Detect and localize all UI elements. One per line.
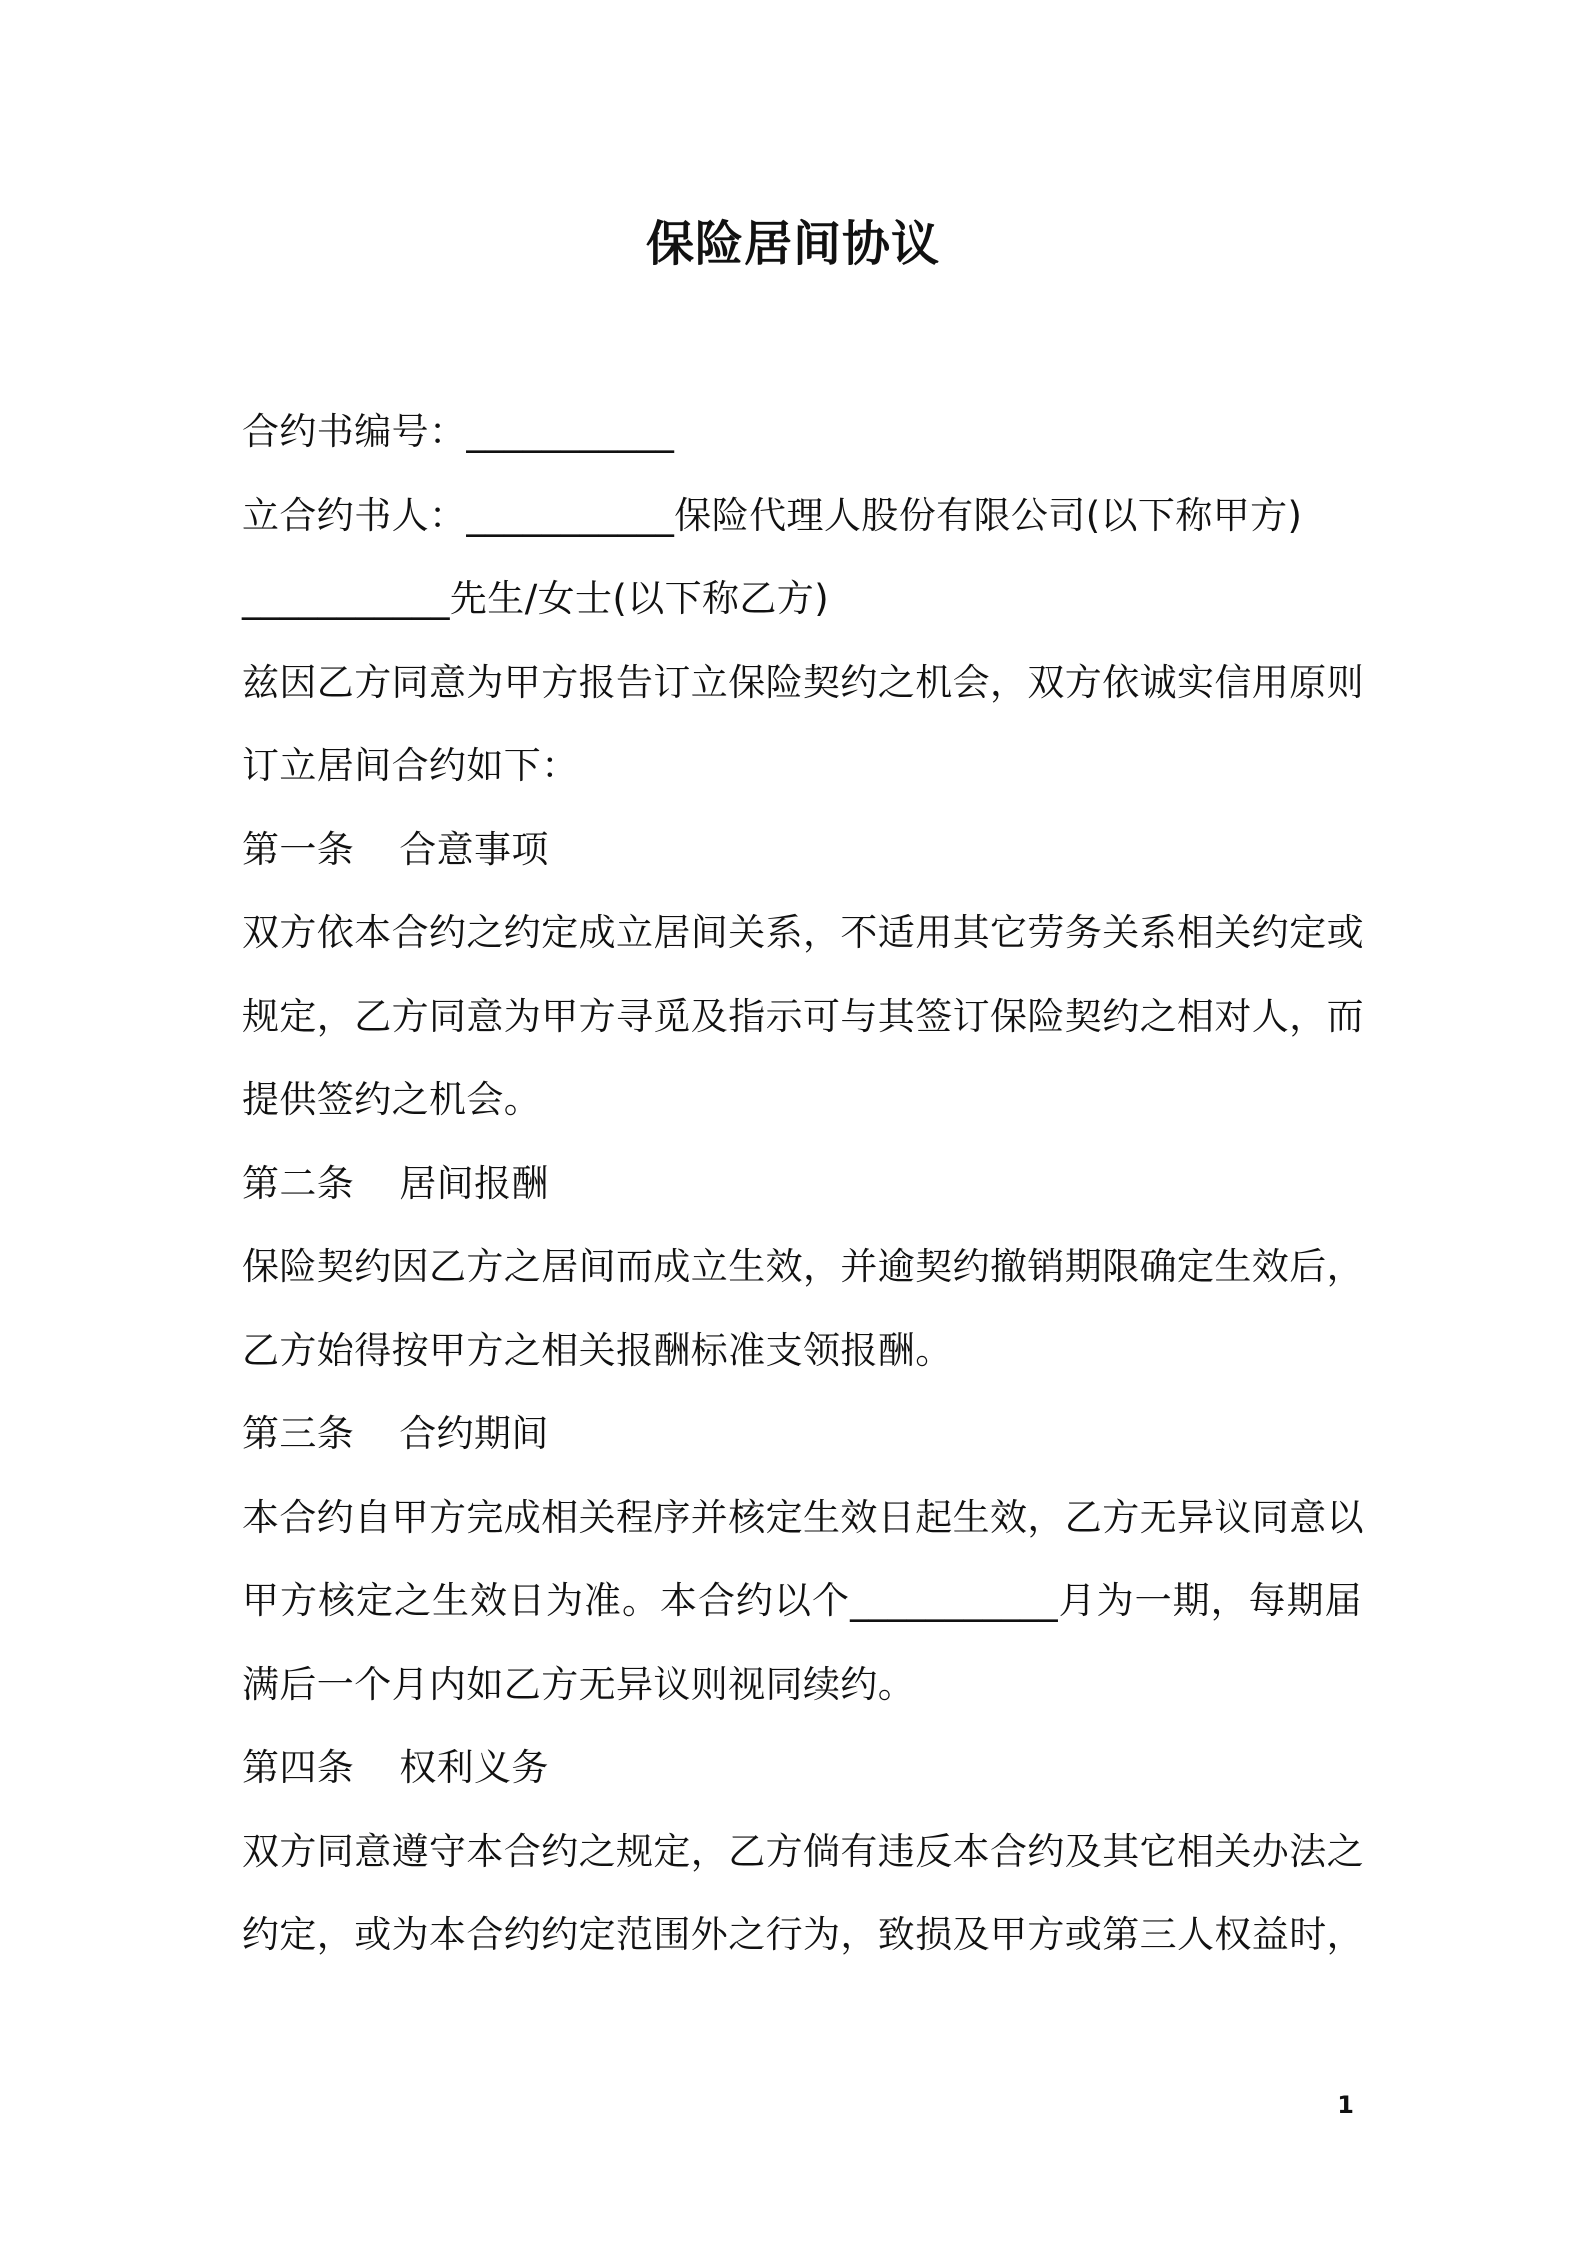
article-1-line-2: 规定，乙方同意为甲方寻觅及指示可与其签订保险契约之相对人，而 [242,994,1364,1038]
article-4-heading [242,1740,1362,1824]
article-3-number: 第三条 [242,1412,355,1455]
article-1-number: 第一条 [242,827,355,871]
article-1-heading [242,822,1362,906]
article-3-heading [242,1406,1362,1490]
article-3-line-2: 甲方核定之生效日为准。本合约以个___________月为一期，每期届 [242,1579,1362,1622]
document-body [242,404,1362,1991]
article-2-number: 第二条 [242,1161,355,1205]
document-title: 保险居间协议 [645,216,940,272]
article-4-line-2: 约定，或为本合约约定范围外之行为，致损及甲方或第三人权益时， [242,1913,1364,1956]
article-4-title: 权利义务 [399,1746,549,1789]
article-4-number: 第四条 [242,1746,355,1789]
article-3-line-3: 满后一个月内如乙方无异议则视同续约。 [242,1662,916,1706]
article-1-line-3: 提供签约之机会。 [242,1078,542,1121]
article-1-title: 合意事项 [399,827,549,871]
article-2-title: 居间报酬 [399,1161,549,1205]
party-b-line: ___________先生/女士(以下称乙方) [242,577,830,620]
article-2-line-2: 乙方始得按甲方之相关报酬标准支领报酬。 [242,1328,953,1372]
page-number: 1 [1337,2091,1354,2119]
article-4-line-1: 双方同意遵守本合约之规定，乙方倘有违反本合约及其它相关办法之 [242,1829,1364,1873]
preamble-line-1: 兹因乙方同意为甲方报告订立保险契约之机会，双方依诚实信用原则 [242,660,1364,704]
preamble-line-2: 订立居间合约如下： [242,744,579,787]
article-2-heading [242,1156,1362,1240]
contract-number-line: 合约书编号：___________ [242,410,675,453]
article-2-line-1: 保险契约因乙方之居间而成立生效，并逾契约撤销期限确定生效后， [242,1245,1364,1288]
article-3-title: 合约期间 [399,1412,549,1455]
article-3-line-1: 本合约自甲方完成相关程序并核定生效日起生效，乙方无异议同意以 [242,1495,1364,1539]
article-1-line-1: 双方依本合约之约定成立居间关系，不适用其它劳务关系相关约定或 [242,911,1364,954]
party-a-line: 立合约书人：___________保险代理人股份有限公司(以下称甲方) [242,493,1303,537]
